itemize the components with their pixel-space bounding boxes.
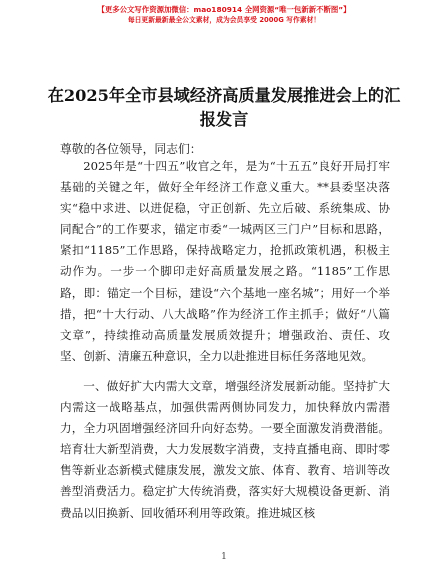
salutation: 尊敬的各位领导，同志们： bbox=[60, 142, 202, 156]
body-paragraph-section-1: 一、做好扩大内需大文章，增强经济发展新动能。坚持扩大内需这一战略基点，加强供需两侧协同发力，加快释放内需潜力，全力巩固增强经济回升向好态势。一要全面激发消费潜能。培育壮大新型消费，大力发展数字消费，支持直播电商、即时零售等新业态新模式健康发展，激发文旅、体育、教育、培训等改善型消费活力。稳定扩大传统消费，落实好大规模设备更新、消费品以旧换新、回收循环利用等政策。推进城区核 bbox=[60, 378, 390, 520]
header-banner bbox=[0, 4, 448, 25]
page-number: 1 bbox=[221, 552, 227, 562]
banner-promo-line: 【更多公文写作资源加微信：mao180914 全网资源“唯一包新新不断图”】 bbox=[97, 5, 351, 14]
body-paragraph-intro: 2025年是“十四五”收官之年，是为“十五五”良好开局打牢基础的关键之年，做好全年经济工作意义重大。**县委坚决落实“稳中求进、以进促稳，守正创新、先立后破、系统集成、协同配合”的工作要求，锚定市委“一城两区三门户”目标和思路，紧扣“1185”工作思路，保持战略定力，抢抓政策机遇，积极主动作为。一步一个脚印走好高质量发展之路。“1185”工作思路，即：锚定一个目标，建设“六个基地一座名城”；用好一个举措，把“十大行动、八大战略”作为经济工作主抓手；做好“八篇文章”，持续推动高质量发展质效提升；增强政治、责任、攻坚、创新、清廉五种意识，全力以赴推进目标任务落地见效。 bbox=[60, 159, 390, 363]
document-body bbox=[60, 156, 390, 524]
document-title: 在2025年全市县域经济高质量发展推进会上的汇报发言 bbox=[47, 86, 401, 129]
banner-subtitle-line: 每日更新最新最全公文素材，成为会员享受 2000G 写作素材！ bbox=[127, 16, 321, 24]
